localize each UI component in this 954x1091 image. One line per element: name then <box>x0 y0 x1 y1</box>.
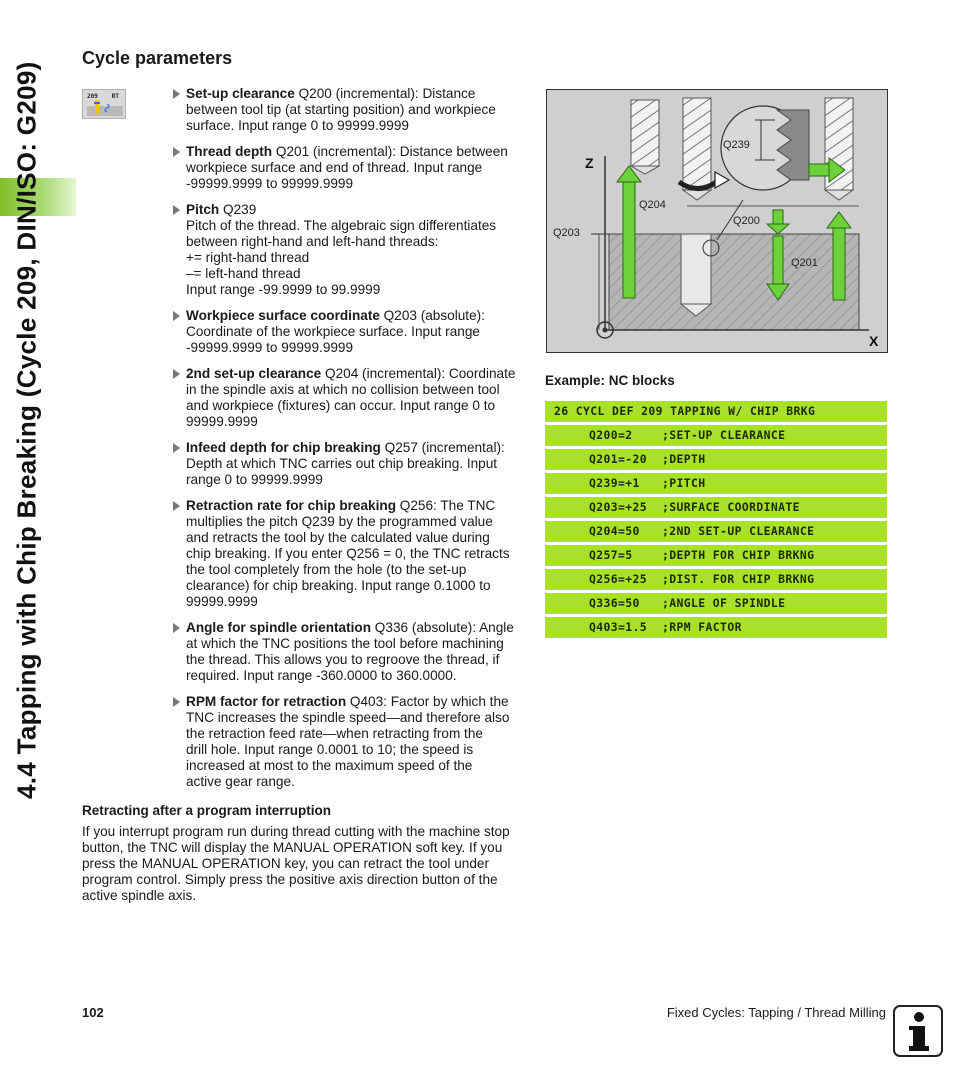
param-qparam: Q256: The TNC <box>396 498 496 513</box>
nc-row <box>545 449 887 470</box>
param-description-line: at which the TNC positions the tool before machining <box>186 636 504 651</box>
tap-tool-icon <box>83 90 127 120</box>
param-description-line: active gear range. <box>186 774 295 789</box>
drill-hole <box>681 234 711 304</box>
param-label: 2nd set-up clearance <box>186 366 322 381</box>
nc-row <box>545 521 887 542</box>
nc-comment: ;SURFACE COORDINATE <box>662 500 800 514</box>
nc-block: Q336=50 <box>589 596 640 610</box>
parameter-list <box>172 86 524 800</box>
param-description-line: clearance) for chip breaking. Input range 0.1000 to <box>186 578 491 593</box>
nc-block: Q200=2 <box>589 428 633 442</box>
bullet-arrow-icon <box>173 89 180 99</box>
nc-row <box>545 569 887 590</box>
nc-block: Q256=+25 <box>589 572 648 586</box>
nc-row <box>545 473 887 494</box>
param-item <box>172 498 524 610</box>
param-description-line: Depth at which TNC carries out chip breaking. Input <box>186 456 498 471</box>
nc-row <box>545 497 887 518</box>
bullet-arrow-icon <box>173 205 180 215</box>
param-description-line: TNC increases the spindle speed—and therefore also <box>186 710 510 725</box>
nc-comment: ;PITCH <box>662 476 706 490</box>
nc-comment: ;ANGLE OF SPINDLE <box>662 596 786 610</box>
param-description-line: -99999.9999 to 99999.9999 <box>186 176 354 191</box>
nc-row: 26 CYCL DEF 209 TAPPING W/ CHIP BRKG <box>545 401 887 422</box>
param-item <box>172 308 524 356</box>
param-label: Workpiece surface coordinate <box>186 308 380 323</box>
param-qparam: Q257 (incremental): <box>380 440 505 455</box>
footer-chapter: Fixed Cycles: Tapping / Thread Milling <box>666 1005 886 1020</box>
param-qparam: Q336 (absolute): Angle <box>371 620 514 635</box>
workpiece-block <box>609 234 859 330</box>
bullet-arrow-icon <box>173 311 180 321</box>
retract-heading: Retracting after a program interruption <box>82 803 332 818</box>
param-item <box>172 86 524 134</box>
param-label: Set-up clearance <box>186 86 295 101</box>
param-qparam: Q200 (incremental): Distance <box>294 86 476 101</box>
example-heading: Example: NC blocks <box>545 373 675 388</box>
param-description-line: between right-hand and left-hand threads: <box>186 234 439 249</box>
param-item <box>172 694 524 790</box>
softkey-suffix: RT <box>111 93 119 100</box>
param-description-line: the tool completely from the hole (to the set-up <box>186 562 467 577</box>
param-item <box>172 144 524 192</box>
param-description-line: the retraction feed rate—when retracting from the <box>186 726 483 741</box>
param-description-line: and retracts the tool by the calculated value during <box>186 530 490 545</box>
cycle-softkey-icon <box>82 89 126 119</box>
label-q201: Q201 <box>791 257 818 269</box>
bullet-arrow-icon <box>173 147 180 157</box>
param-description-line: drill hole. Input range 0.0001 to 10; the speed is <box>186 742 474 757</box>
nc-block: Q201=-20 <box>589 452 648 466</box>
label-q200: Q200 <box>733 215 760 227</box>
param-label: Angle for spindle orientation <box>186 620 372 635</box>
info-icon <box>893 1005 943 1057</box>
softkey-number: 209 <box>87 93 98 100</box>
param-description-line: workpiece surface and end of thread. Input range <box>186 160 483 175</box>
param-description-line: Input range -99.9999 to 99.9999 <box>186 282 381 297</box>
param-qparam: Q239 <box>219 202 257 217</box>
nc-block-listing <box>545 401 887 641</box>
param-description-line: multiplies the pitch Q239 by the programmed value <box>186 514 493 529</box>
param-description-line: between tool tip (at starting position) and workpiece <box>186 102 496 117</box>
param-label: Thread depth <box>186 144 273 159</box>
nc-block: Q203=+25 <box>589 500 648 514</box>
param-description-line: Pitch of the thread. The algebraic sign differentiates <box>186 218 497 233</box>
nc-comment: ;DIST. FOR CHIP BRKNG <box>662 572 815 586</box>
bullet-arrow-icon <box>173 623 180 633</box>
param-qparam: Q201 (incremental): Distance between <box>272 144 508 159</box>
bullet-arrow-icon <box>173 369 180 379</box>
bullet-arrow-icon <box>173 501 180 511</box>
param-label: Retraction rate for chip breaking <box>186 498 396 513</box>
param-label: RPM factor for retraction <box>186 694 347 709</box>
retract-paragraph: If you interrupt program run during thread cutting with the machine stop button, the TNC will display the MANUAL OPERATION soft key. If you press the MANUAL OPERATION key, you can retract the tool under program control. Simply press the positive axis direction button of the active spindle axis. <box>82 824 510 903</box>
page-number: 102 <box>82 1005 104 1020</box>
nc-comment: ;RPM FACTOR <box>662 620 742 634</box>
param-item <box>172 440 524 488</box>
q200-arrow <box>767 210 789 234</box>
tool-start-position <box>631 100 659 174</box>
param-description-line: Coordinate of the workpiece surface. Input range <box>186 324 480 339</box>
param-description-line: in the spindle axis at which no collision between tool <box>186 382 500 397</box>
param-description-line: surface. Input range 0 to 99999.9999 <box>186 118 409 133</box>
param-description-line: –= left-hand thread <box>186 266 301 281</box>
label-q203: Q203 <box>553 227 580 239</box>
param-label: Infeed depth for chip breaking <box>186 440 381 455</box>
param-description-line: chip breaking. If you enter Q256 = 0, the TNC retracts <box>186 546 510 561</box>
param-qparam: Q204 (incremental): Coordinate <box>321 366 516 381</box>
nc-block: Q204=50 <box>589 524 640 538</box>
param-description-line: -99999.9999 to 99999.9999 <box>186 340 354 355</box>
bullet-arrow-icon <box>173 697 180 707</box>
tapping-cycle-diagram <box>546 89 888 353</box>
param-item <box>172 620 524 684</box>
tool-retract-position <box>825 98 853 200</box>
nc-block: Q403=1.5 <box>589 620 648 634</box>
label-z: Z <box>585 155 594 171</box>
nc-comment: ;SET-UP CLEARANCE <box>662 428 786 442</box>
label-x: X <box>869 333 879 349</box>
param-description-line: range 0 to 99999.9999 <box>186 472 323 487</box>
param-description-line: required. Input range -360.0000 to 360.0000. <box>186 668 457 683</box>
nc-block: Q257=5 <box>589 548 633 562</box>
side-chapter-title: 4.4 Tapping with Chip Breaking (Cycle 209, DIN/ISO: G209) <box>11 61 42 799</box>
nc-row <box>545 425 887 446</box>
nc-comment: ;DEPTH <box>662 452 706 466</box>
section-title: Cycle parameters <box>82 48 233 68</box>
nc-row <box>545 545 887 566</box>
bullet-arrow-icon <box>173 443 180 453</box>
param-item <box>172 366 524 430</box>
nc-block: Q239=+1 <box>589 476 640 490</box>
param-item <box>172 202 524 298</box>
param-qparam: Q203 (absolute): <box>379 308 485 323</box>
param-qparam: Q403: Factor by which the <box>346 694 509 709</box>
label-q239: Q239 <box>723 139 750 151</box>
diagram-svg <box>547 90 887 352</box>
param-description-line: increased at most to the maximum speed of the <box>186 758 473 773</box>
nc-row <box>545 593 887 614</box>
param-description-line: 99999.9999 <box>186 414 258 429</box>
nc-comment: ;DEPTH FOR CHIP BRKNG <box>662 548 815 562</box>
param-description-line: += right-hand thread <box>186 250 310 265</box>
param-description-line: 99999.9999 <box>186 594 258 609</box>
param-description-line: and workpiece (fixtures) can occur. Input range 0 to <box>186 398 496 413</box>
nc-comment: ;2ND SET-UP CLEARANCE <box>662 524 815 538</box>
label-q204: Q204 <box>639 199 666 211</box>
nc-row <box>545 617 887 638</box>
param-description-line: the thread. This allows you to regroove the thread, if <box>186 652 500 667</box>
param-label: Pitch <box>186 202 220 217</box>
